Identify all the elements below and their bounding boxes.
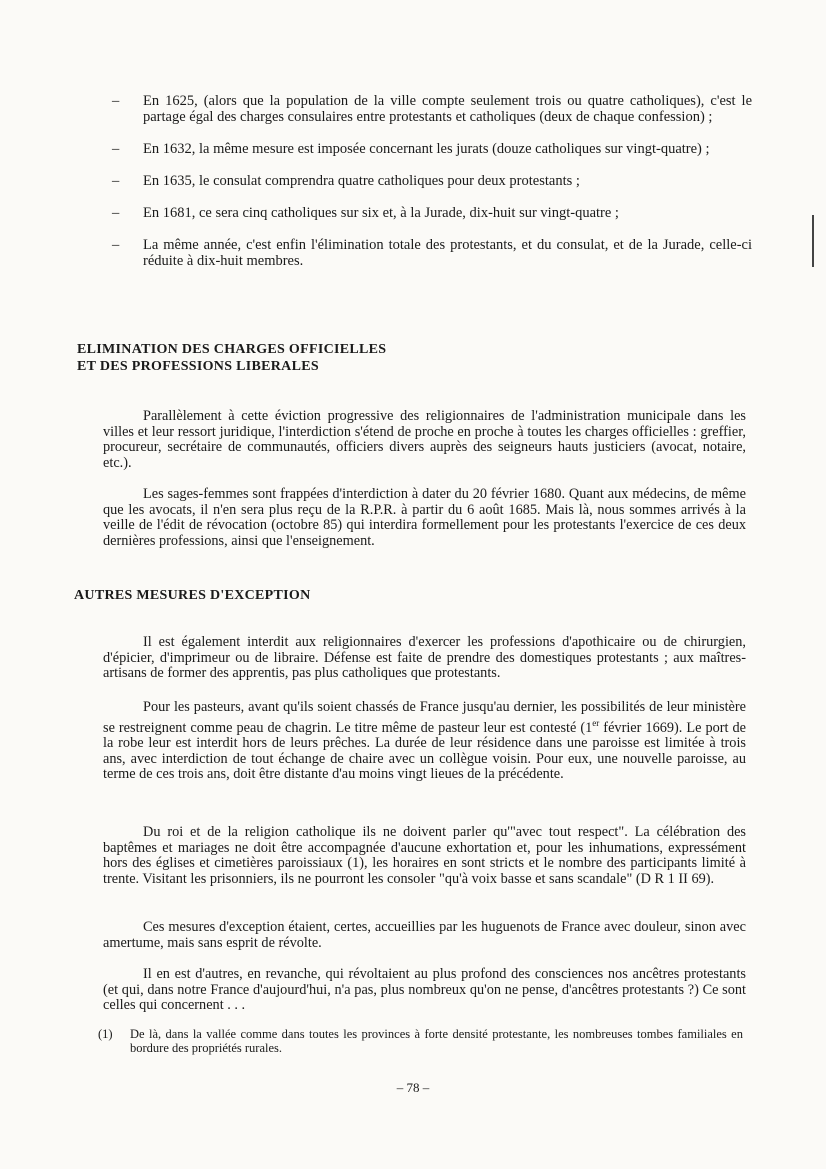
paragraph-charges-officielles: Parallèlement à cette éviction progressive des religionnaires de l'administration municipale dans les villes et leur ressort juridique, l'interdiction s'étend de proche en proche à toutes les charges officielles : greffier, procureur, secrétaire de communautés, officiers divers auprès des seigneurs hauts justiciers (avocat, notaire, etc.). <box>103 408 746 471</box>
footnote-text: De là, dans la vallée comme dans toutes les provinces à forte densité protestante, les nombreuses tombes familiales en bordure des propriétés rurales. <box>130 1027 743 1055</box>
bullet-list <box>112 93 752 285</box>
paragraph-pasteurs <box>103 700 746 783</box>
paragraph-professions: Il est également interdit aux religionnaires d'exercer les professions d'apothicaire ou de chirurgien, d'épicier, d'imprimeur ou de libraire. Défense est faite de prendre des domestiques protestants ; aux maîtres-artisans de former des apprentis, pas plus catholiques que protestants. <box>103 634 746 682</box>
paragraph-text-part: Pour les pasteurs, avant qu'ils soient chassés de France jusqu'au dernier, les possibilités de leur ministère se restreignent comme peau de chagrin. Le titre même de pasteur leur est contesté (1 <box>103 699 746 736</box>
paragraph-autres: Il en est d'autres, en revanche, qui révoltaient au plus profond des consciences nos ancêtres protestants (et qui, dans notre France d'aujourd'hui, n'a pas, plus nombreux qu'on ne pense, d'ancêtres protestants ?) Ce sont celles qui concernent . . . <box>103 966 746 1014</box>
section-heading-exception: AUTRES MESURES D'EXCEPTION <box>74 588 311 603</box>
list-item <box>112 141 752 157</box>
paragraph-sages-femmes: Les sages-femmes sont frappées d'interdiction à dater du 20 février 1680. Quant aux médecins, de même que les avocats, il n'en sera plus reçu de la R.P.R. à partir du 6 août 1685. Mais là, nous sommes arrivés à la veille de l'édit de révocation (octobre 85) qui interdira formellement pour les protestants l'exercice de ces deux dernières professions, ainsi que l'enseignement. <box>103 486 746 549</box>
list-item <box>112 173 752 189</box>
paragraph-respect: Du roi et de la religion catholique ils ne doivent parler qu'"avec tout respect". La célébration des baptêmes et mariages ne doit être accompagnée d'aucune exhortation et, pour les inhumations, expressément hors des églises et cimetières paroissiaux (1), les horaires en sont stricts et le nombre des participants limité à trente. Visitant les prisonniers, ils ne pourront les consoler "qu'à voix basse et sans scandale" (D R 1 II 69). <box>103 824 746 887</box>
heading-line-1: ELIMINATION DES CHARGES OFFICIELLES <box>77 342 387 357</box>
heading-line-2: ET DES PROFESSIONS LIBERALES <box>77 359 319 374</box>
list-item <box>112 237 752 269</box>
superscript: er <box>592 717 600 728</box>
list-item <box>112 205 752 221</box>
margin-mark <box>812 215 814 267</box>
bullet-dash: – <box>112 173 120 189</box>
bullet-text: La même année, c'est enfin l'élimination totale des protestants, et du consulat, et de la Jurade, celle-ci réduite à dix-huit membres. <box>143 237 752 269</box>
bullet-dash: – <box>112 205 120 221</box>
paragraph-mesures: Ces mesures d'exception étaient, certes, accueillies par les huguenots de France avec douleur, sinon avec amertume, mais sans esprit de révolte. <box>103 919 746 951</box>
page-number: – 78 – <box>396 1080 430 1095</box>
bullet-text: En 1632, la même mesure est imposée concernant les jurats (douze catholiques sur vingt-quatre) ; <box>143 141 710 157</box>
bullet-text: En 1635, le consulat comprendra quatre catholiques pour deux protestants ; <box>143 173 580 189</box>
bullet-text: En 1625, (alors que la population de la ville compte seulement trois ou quatre catholiques), c'est le partage égal des charges consulaires entre protestants et catholiques (deux de chaque confession) ; <box>143 93 752 125</box>
footnote-number: (1) <box>98 1027 113 1041</box>
footnote <box>98 1027 743 1055</box>
paragraph-text-part: février 1669). Le port de la robe leur est interdit hors de leurs prêches. La durée de leur résidence dans une paroisse est limitée à trois ans, avec interdiction de tout échange de chaire avec un collègue voisin. Pour eux, une nouvelle paroisse, au terme de ces trois ans, doit être distante d'au moins vingt lieues de la précédente. <box>103 719 746 783</box>
bullet-text: En 1681, ce sera cinq catholiques sur six et, à la Jurade, dix-huit sur vingt-quatre ; <box>143 205 619 221</box>
bullet-dash: – <box>112 141 120 157</box>
section-heading-elimination <box>77 341 386 375</box>
bullet-dash: – <box>112 93 120 109</box>
list-item <box>112 93 752 125</box>
bullet-dash: – <box>112 237 120 253</box>
